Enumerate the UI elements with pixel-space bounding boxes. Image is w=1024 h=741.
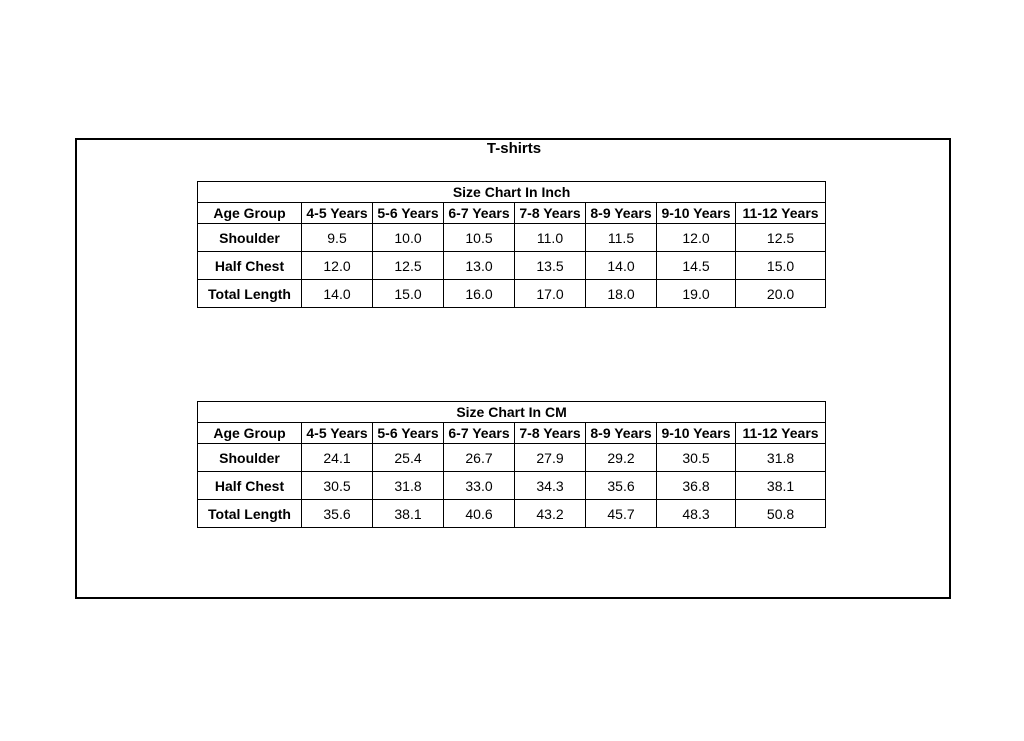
table-row [198, 280, 826, 308]
table-cell: 35.6 [586, 472, 657, 500]
column-header: 6-7 Years [444, 423, 515, 444]
table-cell: 12.5 [373, 252, 444, 280]
table-cell: 18.0 [586, 280, 657, 308]
table-title: Size Chart In CM [198, 402, 826, 423]
table-cell: 43.2 [515, 500, 586, 528]
row-label: Total Length [198, 500, 302, 528]
size-chart-cm-table [197, 401, 826, 528]
table-cell: 33.0 [444, 472, 515, 500]
header-age-group: Age Group [198, 203, 302, 224]
table-cell: 17.0 [515, 280, 586, 308]
column-header: 11-12 Years [736, 203, 826, 224]
table-row [198, 472, 826, 500]
row-label: Total Length [198, 280, 302, 308]
table-cell: 11.5 [586, 224, 657, 252]
table-cell: 35.6 [302, 500, 373, 528]
column-header: 4-5 Years [302, 203, 373, 224]
table-cell: 14.0 [302, 280, 373, 308]
table-cell: 9.5 [302, 224, 373, 252]
header-age-group: Age Group [198, 423, 302, 444]
table-cell: 12.0 [657, 224, 736, 252]
table-cell: 27.9 [515, 444, 586, 472]
column-header: 6-7 Years [444, 203, 515, 224]
table-cell: 25.4 [373, 444, 444, 472]
table-cell: 14.0 [586, 252, 657, 280]
table-cell: 38.1 [736, 472, 826, 500]
table-cell: 31.8 [373, 472, 444, 500]
table-cell: 13.5 [515, 252, 586, 280]
column-header: 9-10 Years [657, 203, 736, 224]
column-header: 4-5 Years [302, 423, 373, 444]
table-row [198, 444, 826, 472]
table-cell: 50.8 [736, 500, 826, 528]
table-row [198, 224, 826, 252]
table-cell: 10.0 [373, 224, 444, 252]
column-header: 7-8 Years [515, 423, 586, 444]
table-cell: 10.5 [444, 224, 515, 252]
table-cell: 30.5 [657, 444, 736, 472]
table-cell: 34.3 [515, 472, 586, 500]
table-header-row [198, 203, 826, 224]
column-header: 5-6 Years [373, 423, 444, 444]
column-header: 11-12 Years [736, 423, 826, 444]
table-cell: 11.0 [515, 224, 586, 252]
size-chart-inch-table [197, 181, 826, 308]
table-title-row [198, 402, 826, 423]
row-label: Half Chest [198, 252, 302, 280]
table-cell: 12.0 [302, 252, 373, 280]
table-cell: 15.0 [736, 252, 826, 280]
table-cell: 16.0 [444, 280, 515, 308]
column-header: 8-9 Years [586, 203, 657, 224]
column-header: 5-6 Years [373, 203, 444, 224]
column-header: 8-9 Years [586, 423, 657, 444]
row-label: Half Chest [198, 472, 302, 500]
table-cell: 12.5 [736, 224, 826, 252]
table-cell: 30.5 [302, 472, 373, 500]
table-cell: 36.8 [657, 472, 736, 500]
table-cell: 45.7 [586, 500, 657, 528]
table-cell: 20.0 [736, 280, 826, 308]
column-header: 9-10 Years [657, 423, 736, 444]
table-cell: 14.5 [657, 252, 736, 280]
table-row [198, 500, 826, 528]
document-title: T-shirts [486, 140, 542, 157]
table-cell: 48.3 [657, 500, 736, 528]
row-label: Shoulder [198, 444, 302, 472]
table-cell: 38.1 [373, 500, 444, 528]
table-cell: 31.8 [736, 444, 826, 472]
table-cell: 19.0 [657, 280, 736, 308]
row-label: Shoulder [198, 224, 302, 252]
table-cell: 15.0 [373, 280, 444, 308]
table-title: Size Chart In Inch [198, 182, 826, 203]
table-cell: 26.7 [444, 444, 515, 472]
table-cell: 24.1 [302, 444, 373, 472]
table-cell: 29.2 [586, 444, 657, 472]
table-header-row [198, 423, 826, 444]
table-row [198, 252, 826, 280]
table-cell: 13.0 [444, 252, 515, 280]
table-title-row [198, 182, 826, 203]
column-header: 7-8 Years [515, 203, 586, 224]
table-cell: 40.6 [444, 500, 515, 528]
